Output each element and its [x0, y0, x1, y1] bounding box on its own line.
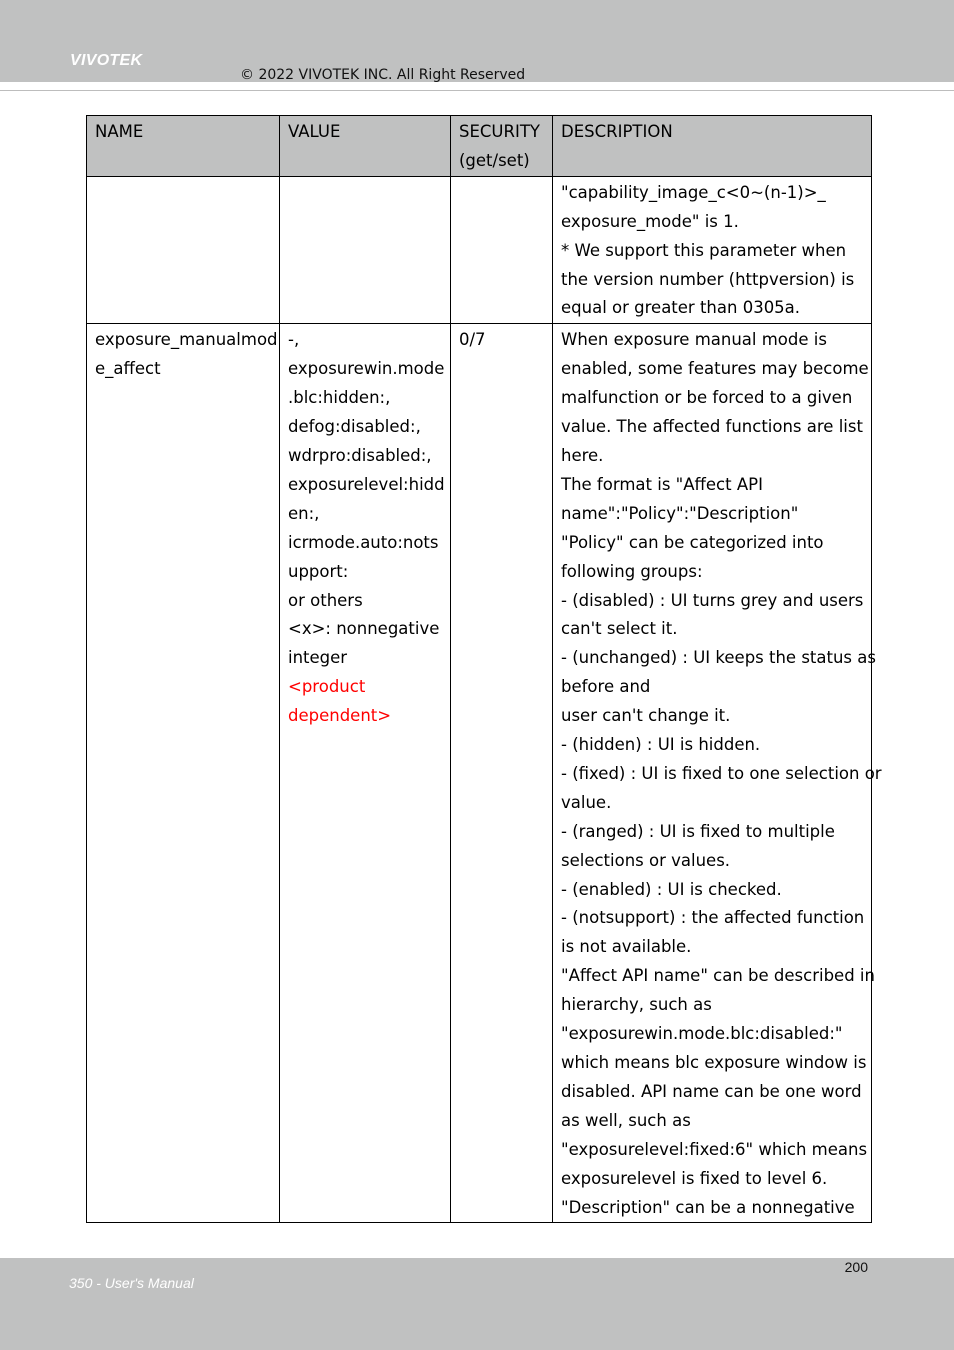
cell-security	[451, 324, 553, 1223]
cell-description-line: name":"Policy":"Description"	[561, 503, 799, 523]
manual-label: 350 - User's Manual	[69, 1275, 194, 1291]
cell-value-line: or others	[288, 590, 363, 610]
cell-security	[451, 176, 553, 324]
cell-name	[87, 324, 280, 1223]
cell-description-line: - (enabled) : UI is checked.	[561, 879, 782, 899]
parameter-table	[86, 115, 882, 1223]
cell-value	[280, 176, 451, 324]
column-header-description: DESCRIPTION	[553, 116, 872, 177]
cell-description-line: - (fixed) : UI is fixed to one selection or	[561, 763, 882, 783]
cell-description-line: "Affect API name" can be described in	[561, 966, 875, 986]
cell-description-line: - (disabled) : UI turns grey and users	[561, 590, 864, 610]
brand-logo: VIVOTEK	[70, 52, 143, 69]
cell-description-line: "capability_image_c<0~(n-1)>_	[561, 182, 826, 202]
cell-description-line: value.	[561, 792, 612, 812]
cell-value-line: <x>: nonnegative	[288, 619, 440, 639]
cell-value-line: wdrpro:disabled:,	[288, 445, 432, 465]
cell-description-line: hierarchy, such as	[561, 995, 712, 1015]
cell-description-line: "exposurewin.mode.blc:disabled:"	[561, 1024, 843, 1044]
column-header-security	[451, 116, 553, 177]
header-divider	[0, 90, 954, 91]
cell-description-line: When exposure manual mode is	[561, 330, 827, 350]
cell-description-line: "exposurelevel:fixed:6" which means	[561, 1139, 868, 1159]
table-header-row	[87, 116, 872, 177]
cell-description	[553, 324, 882, 1223]
cell-description-line: as well, such as	[561, 1110, 691, 1130]
cell-value-line: en:,	[288, 503, 320, 523]
cell-value-line: .blc:hidden:,	[288, 388, 391, 408]
cell-description-line: exposure_mode" is 1.	[561, 211, 739, 231]
cell-description-line: malfunction or be forced to a given	[561, 388, 853, 408]
cell-description-line: exposurelevel is fixed to level 6.	[561, 1168, 828, 1188]
cell-value-line: integer	[288, 648, 348, 668]
cell-description-line: user can't change it.	[561, 706, 731, 726]
cell-name-line: e_affect	[95, 359, 161, 379]
cell-value-line: defog:disabled:,	[288, 417, 421, 437]
column-header-security-line: SECURITY	[459, 122, 540, 141]
page-footer	[0, 1258, 954, 1350]
product-dependent-note: dependent>	[288, 706, 392, 726]
cell-description-line: the version number (httpversion) is	[561, 269, 855, 289]
cell-description-line: equal or greater than 0305a.	[561, 298, 801, 318]
cell-description-line: * We support this parameter when	[561, 240, 847, 260]
column-header-value: VALUE	[280, 116, 451, 177]
cell-description-line: disabled. API name can be one word	[561, 1081, 862, 1101]
page-number: 200	[844, 1259, 868, 1275]
cell-description-line: - (unchanged) : UI keeps the status as	[561, 648, 876, 668]
cell-value-line: icrmode.auto:nots	[288, 532, 439, 552]
cell-description-line: "Description" can be a nonnegative	[561, 1197, 855, 1217]
cell-description-line: selections or values.	[561, 850, 731, 870]
cell-description-line: - (hidden) : UI is hidden.	[561, 735, 761, 755]
cell-description-line: The format is "Affect API	[561, 474, 763, 494]
cell-description-line: value. The affected functions are list	[561, 417, 863, 437]
copyright-text: © 2022 VIVOTEK INC. All Right Reserved	[240, 67, 526, 83]
cell-description-line: "Policy" can be categorized into	[561, 532, 824, 552]
table-row	[87, 176, 872, 324]
cell-value-line: upport:	[288, 561, 349, 581]
cell-name	[87, 176, 280, 324]
cell-description-line: is not available.	[561, 937, 692, 957]
cell-description	[553, 176, 872, 324]
cell-value	[280, 324, 451, 1223]
cell-description-line: enabled, some features may become	[561, 359, 869, 379]
cell-name-line: exposure_manualmod	[95, 330, 278, 350]
cell-description-line: which means blc exposure window is	[561, 1053, 867, 1072]
cell-description-line: before and	[561, 677, 651, 697]
column-header-security-line: (get/set)	[459, 150, 530, 170]
cell-value-line: exposurelevel:hidd	[288, 474, 445, 494]
cell-description-line: - (notsupport) : the affected function	[561, 908, 865, 928]
column-header-name: NAME	[87, 116, 280, 177]
cell-description-line: here.	[561, 445, 604, 465]
table-row	[87, 324, 872, 1223]
cell-security-line: 0/7	[459, 330, 486, 350]
cell-description-line: following groups:	[561, 561, 703, 581]
cell-description-line: - (ranged) : UI is fixed to multiple	[561, 821, 835, 841]
product-dependent-note: <product	[288, 677, 366, 697]
cell-value-line: exposurewin.mode	[288, 359, 445, 379]
cell-value-line: -,	[288, 330, 300, 350]
cell-description-line: can't select it.	[561, 619, 678, 639]
